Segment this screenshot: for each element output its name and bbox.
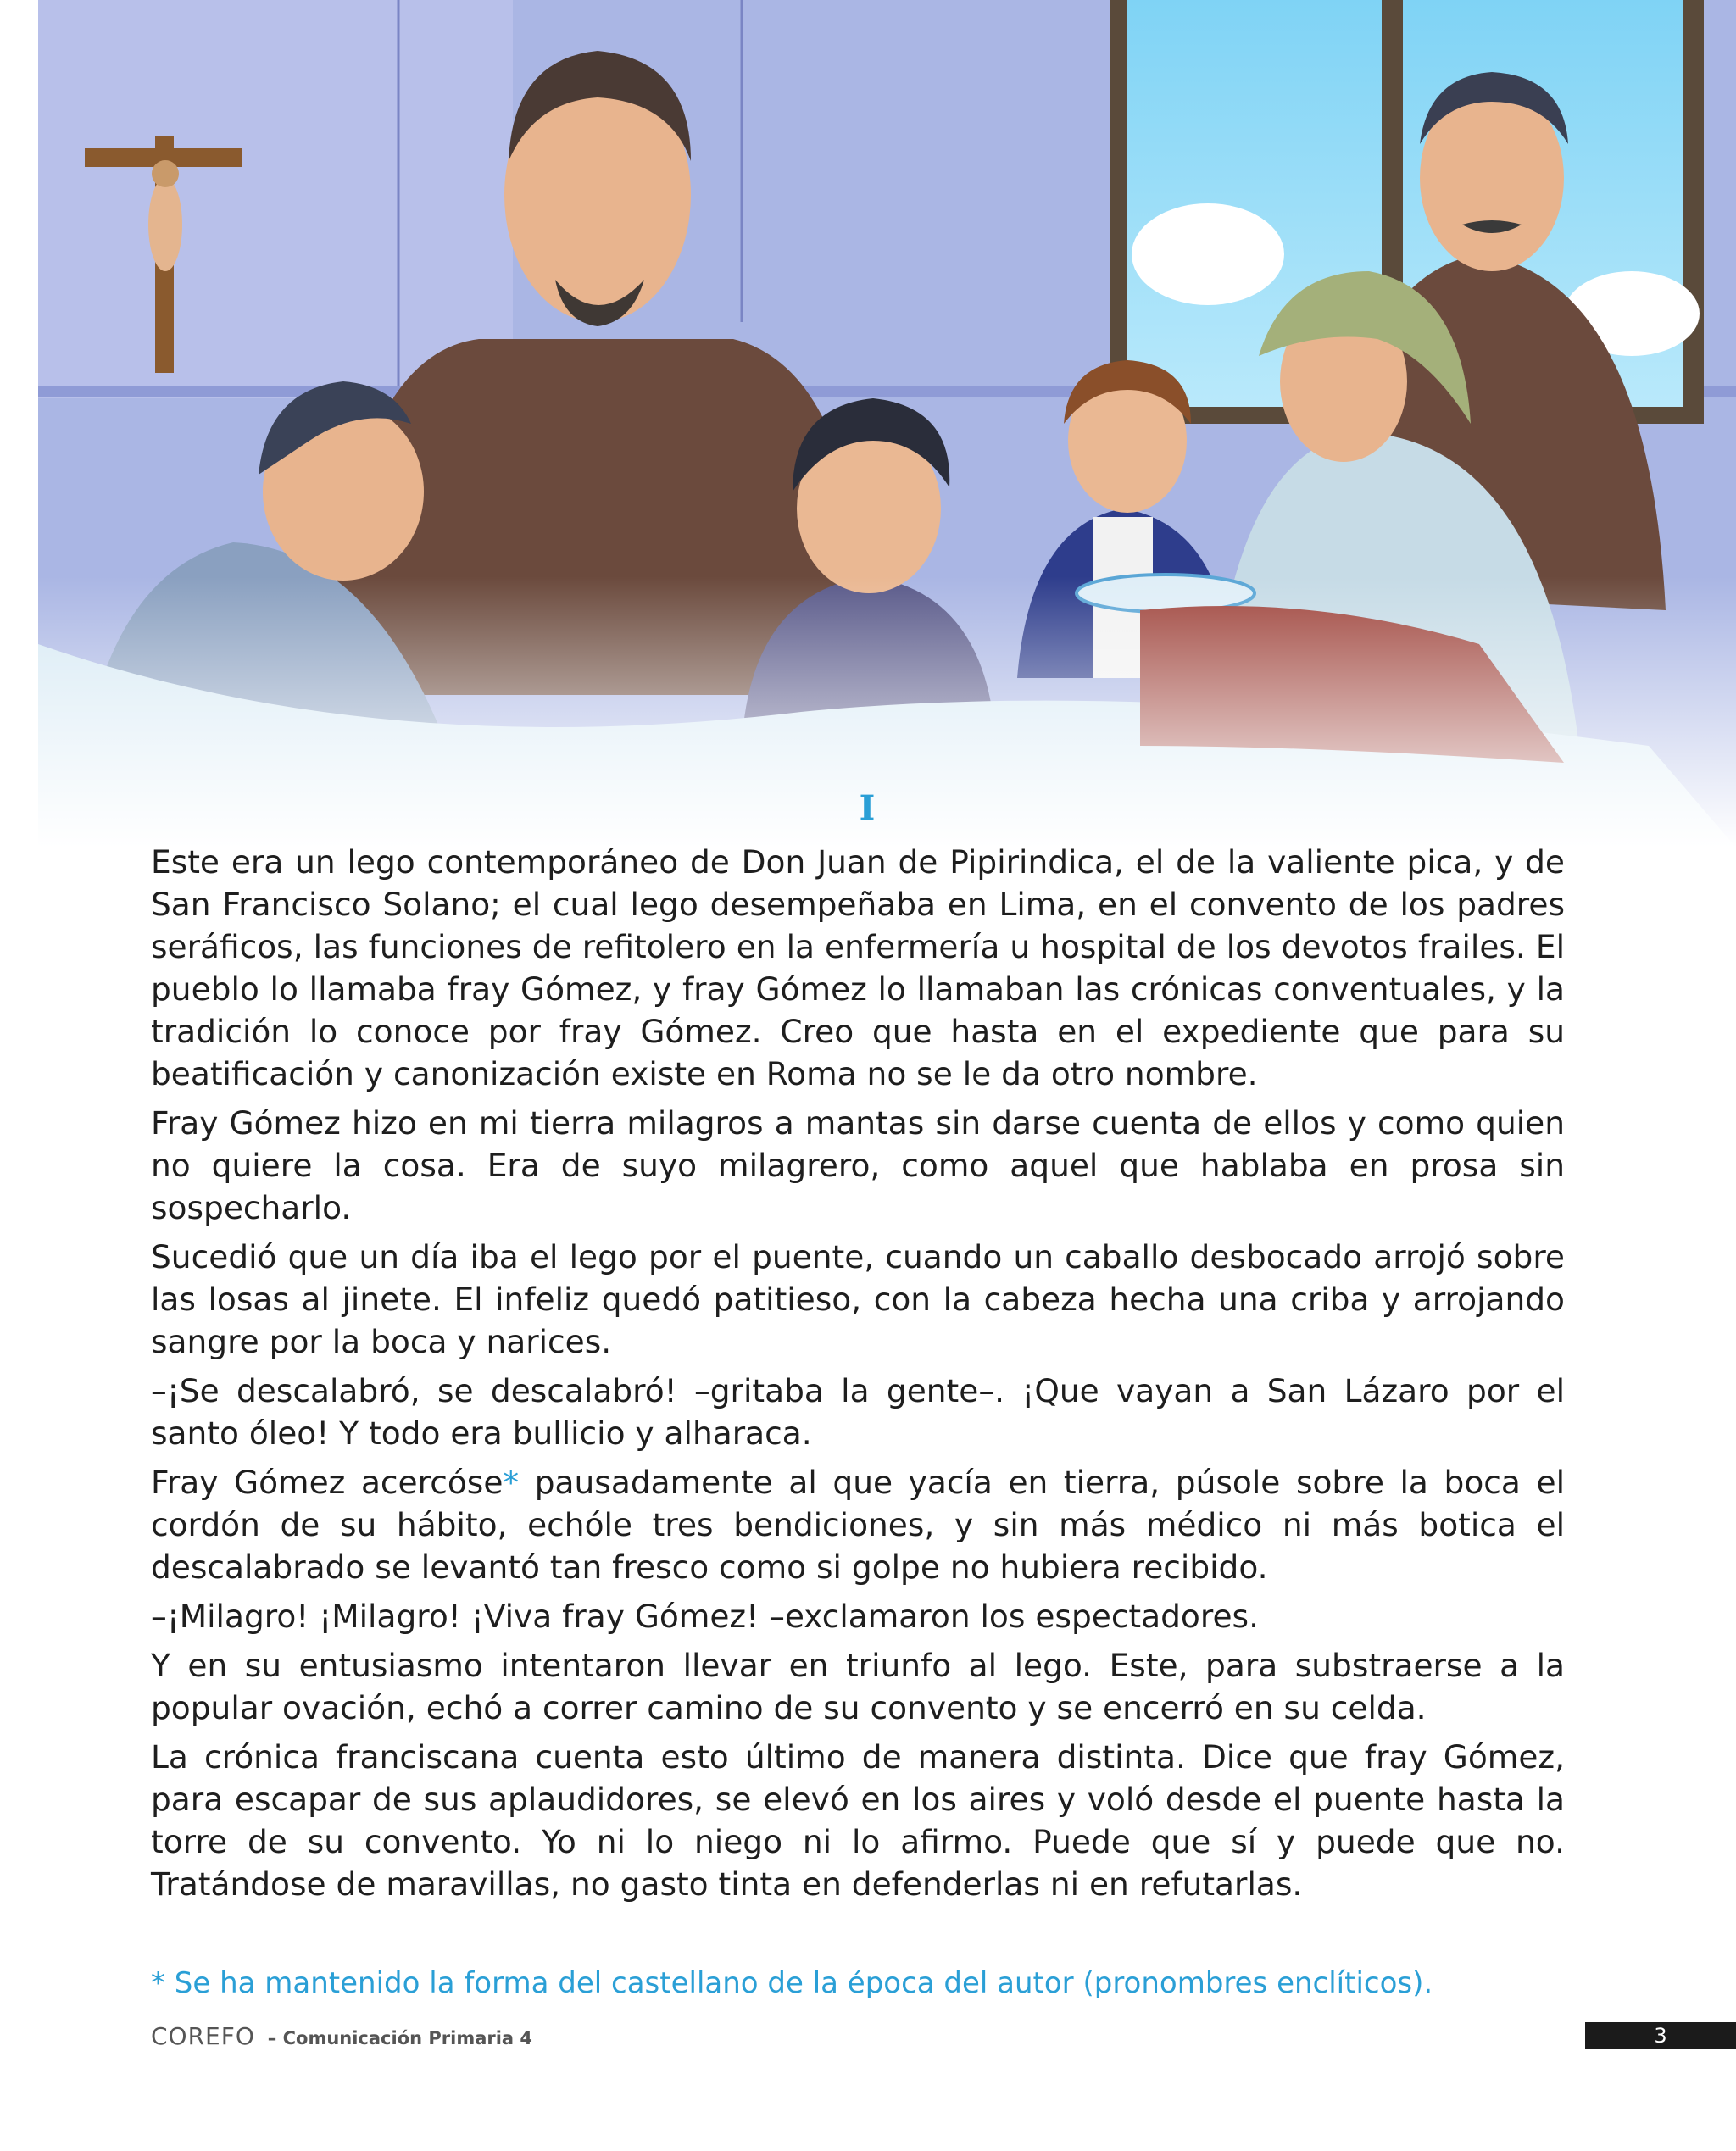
hospital-scene-illustration — [38, 0, 1736, 848]
chapter-numeral: I — [859, 788, 877, 828]
paragraph: Sucedió que un día iba el lego por el puente, cuando un caballo desbocado arrojó sobre las losas al jinete. El infeliz quedó patitieso, con la cabeza hecha una criba y arrojando sangre por la boca y narices. — [151, 1238, 1565, 1360]
paragraph: –¡Milagro! ¡Milagro! ¡Viva fray Gómez! –exclamaron los espectadores. — [151, 1598, 1259, 1635]
brand-logo: COREFO — [151, 2022, 255, 2050]
paragraph: Fray Gómez hizo en mi tierra milagros a mantas sin darse cuenta de ellos y como quien no quiere la cosa. Era de suyo milagrero, como aquel que hablaba en prosa sin sospecharlo. — [151, 1104, 1565, 1226]
paragraph — [151, 1461, 1565, 1588]
paragraph-start: Fray Gómez acercóse — [151, 1464, 504, 1501]
paragraph: –¡Se descalabró, se descalabró! –gritaba la gente–. ¡Que vayan a San Lázaro por el santo óleo! Y todo era bullicio y alharaca. — [151, 1372, 1565, 1452]
footnote: * Se ha mantenido la forma del castellano de la época del autor (pronombres enclíticos). — [151, 1966, 1433, 2000]
story-text — [151, 841, 1565, 1912]
paragraph-end: pausadamente al que yacía en tierra, púsole sobre la boca el cordón de su hábito, echóle tres bendiciones, y sin más médico ni más botica el descalabrado se levantó tan fresco como si golpe no hubiera recibido. — [151, 1464, 1565, 1586]
paragraph: Este era un lego contemporáneo de Don Juan de Pipirindica, el de la valiente pica, y de San Francisco Solano; el cual lego desempeñaba en Lima, en el convento de los padres seráficos, las funciones de refitolero en la enfermería u hospital de los devotos frailes. El pueblo lo llamaba fray Gómez, y fray Gómez lo llamaban las crónicas conventuales, y la tradición lo conoce por fray Gómez. Creo que hasta en el expediente que para su beatificación y canonización existe en Roma no se le da otro nombre. — [151, 843, 1565, 1092]
paragraph: Y en su entusiasmo intentaron llevar en triunfo al lego. Este, para substraerse a la popular ovación, echó a correr camino de su convento y se encerró en su celda. — [151, 1647, 1565, 1726]
page-number: 3 — [1585, 2022, 1736, 2049]
footnote-marker: * — [503, 1464, 520, 1501]
footer — [151, 2022, 532, 2050]
footer-subtitle: – Comunicación Primaria 4 — [267, 2028, 533, 2048]
paragraph: La crónica franciscana cuenta esto último de manera distinta. Dice que fray Gómez, para escapar de sus aplaudidores, se elevó en los aires y voló desde el puente hasta la torre de su convento. Yo ni lo niego ni lo afirmo. Puede que sí y puede que no. Tratándose de maravillas, no gasto tinta en defenderlas ni en refutarlas. — [151, 1738, 1565, 1903]
